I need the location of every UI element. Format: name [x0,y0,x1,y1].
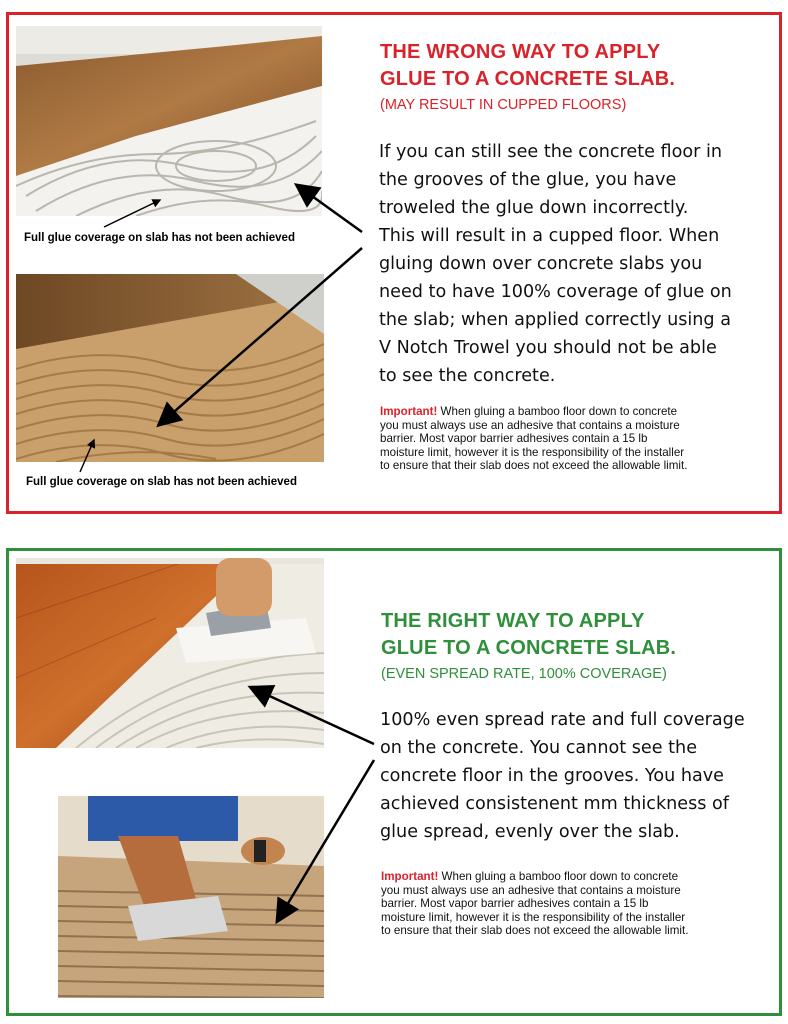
body-line: If you can still see the concrete floor in [379,142,723,162]
wrong-body-text [379,138,732,390]
body-line: concrete floor in the grooves. You have [380,766,724,786]
body-line: 100% even spread rate and full coverage [380,710,745,730]
right-title-line1: THE RIGHT WAY TO APPLY [381,610,645,632]
note-line: barrier. Most vapor barrier adhesives contain a 15 lb [381,897,649,911]
body-line: need to have 100% coverage of glue on [379,282,732,302]
wrong-important-note [380,405,687,473]
note-line: you must always use an adhesive that contains a moisture [381,883,681,897]
caption-bottom: Full glue coverage on slab has not been achieved [26,476,297,488]
body-line: V Notch Trowel you should not be able [379,338,717,358]
photo-full-glue-wood [16,558,324,748]
note-line: moisture limit, however it is the responsibility of the installer [380,445,685,459]
body-line: the slab; when applied correctly using a [379,310,731,330]
note-line: When gluing a bamboo floor down to concrete [437,405,678,418]
body-line: gluing down over concrete slabs you [379,254,703,274]
note-line: When gluing a bamboo floor down to concrete [438,870,679,883]
photo-thin-glue-wood [16,26,322,216]
note-line: to ensure that their slab does not exceed the allowable limit. [380,459,688,473]
body-line: glue spread, evenly over the slab. [380,822,680,842]
photo-person-troweling [58,796,324,998]
body-line: the grooves of the glue, you have [379,170,677,190]
caption-top: Full glue coverage on slab has not been achieved [24,232,295,244]
note-line: moisture limit, however it is the responsibility of the installer [381,910,686,924]
wrong-title-line1: THE WRONG WAY TO APPLY [380,41,661,63]
body-line: achieved consistenent mm thickness of [380,794,729,814]
note-line: to ensure that their slab does not exceed the allowable limit. [381,924,689,938]
body-line: to see the concrete. [379,366,556,386]
photo-tan-glue [16,274,324,462]
note-line: you must always use an adhesive that contains a moisture [380,418,680,432]
right-body-text [380,706,745,846]
important-label: Important! [381,870,439,883]
wrong-title-line2: GLUE TO A CONCRETE SLAB. [380,68,676,90]
wrong-subtitle: (MAY RESULT IN CUPPED FLOORS) [380,97,627,113]
important-label: Important! [380,405,438,418]
right-important-note [381,870,688,938]
note-line: barrier. Most vapor barrier adhesives contain a 15 lb [380,432,648,446]
body-line: troweled the glue down incorrectly. [379,198,689,218]
right-title-line2: GLUE TO A CONCRETE SLAB. [381,637,677,659]
right-subtitle: (EVEN SPREAD RATE, 100% COVERAGE) [381,666,667,682]
body-line: This will result in a cupped floor. When [379,226,720,246]
body-line: on the concrete. You cannot see the [380,738,698,758]
